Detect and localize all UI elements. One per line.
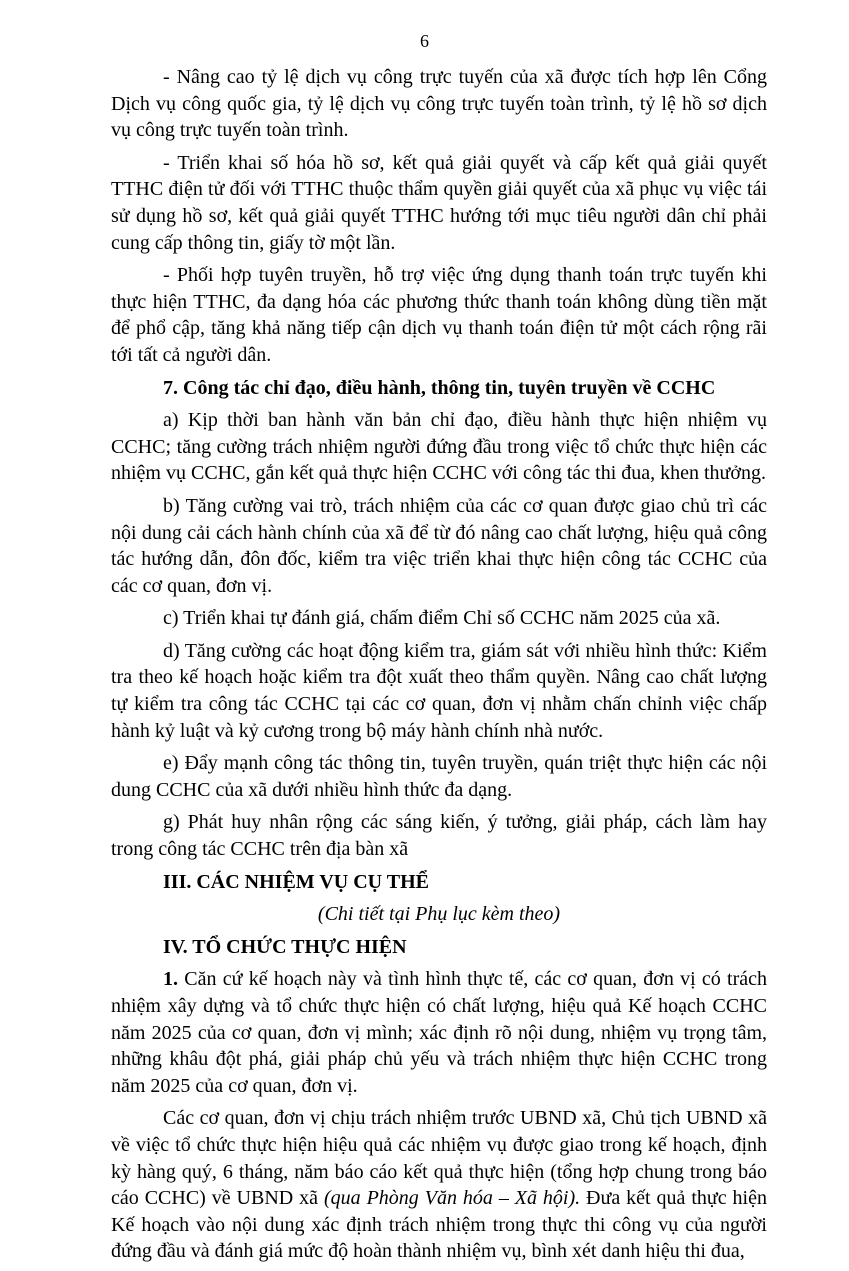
paragraph-implementation-1 [111, 966, 767, 1099]
section-heading-iv: IV. TỔ CHỨC THỰC HIỆN [163, 935, 407, 958]
paragraph-text-part2: Đưa kết quả thực hiện Kế hoạch vào nội dung xác định trách nhiệm trong thực thi công vụ của người đứng đầu và đánh giá mức độ hoàn thành nhiệm vụ, bình xét danh hiệu thi đua, [111, 1187, 767, 1263]
paragraph-text: Căn cứ kế hoạch này và tình hình thực tế, các cơ quan, đơn vị có trách nhiệm xây dựng và tổ chức thực hiện có chất lượng, hiệu quả Kế hoạch CCHC năm 2025 của cơ quan, đơn vị mình; xác định rõ nội dung, nhiệm vụ trọng tâm, những khâu đột phá, giải pháp chủ yếu và trách nhiệm thực hiện CCHC trong năm 2025 của cơ quan, đơn vị. [111, 968, 767, 1097]
paragraph-italic-note: (qua Phòng Văn hóa – Xã hội). [323, 1187, 581, 1210]
section-heading-7: 7. Công tác chỉ đạo, điều hành, thông tin, tuyên truyền về CCHC [163, 376, 716, 399]
paragraph-online-payment: - Phối hợp tuyên truyền, hỗ trợ việc ứng dụng thanh toán trực tuyến khi thực hiện TTHC, đa dạng hóa các phương thức thanh toán không dùng tiền mặt để phổ cập, tăng khả năng tiếp cận dịch vụ thanh toán điện tử một cách rộng rãi tới tất cả người dân. [111, 264, 767, 366]
paragraph-item-b: b) Tăng cường vai trò, trách nhiệm của các cơ quan được giao chủ trì các nội dung cải cách hành chính của xã để từ đó nâng cao chất lượng, hiệu quả công tác hướng dẫn, đôn đốc, kiểm tra việc triển khai thực hiện công tác CCHC của các cơ quan, đơn vị. [111, 494, 767, 597]
paragraph-item-d: d) Tăng cường các hoạt động kiểm tra, giám sát với nhiều hình thức: Kiểm tra theo kế hoạch hoặc kiểm tra đột xuất theo thẩm quyền. Nâng cao chất lượng tự kiểm tra công tác CCHC tại các cơ quan, đơn vị nhằm chấn chỉnh việc chấp hành kỷ luật và kỷ cương trong bộ máy hành chính nhà nước. [111, 639, 767, 742]
paragraph-text-part1: Các cơ quan, đơn vị chịu trách nhiệm trước UBND xã, Chủ tịch UBND xã về việc tổ chức thực hiện hiệu quả các nhiệm vụ được giao trong kế hoạch, định kỳ hàng quý, 6 tháng, năm báo cáo kết quả thực hiện (tổng hợp chung trong báo cáo CCHC) về UBND xã [111, 1107, 767, 1210]
section-heading-iii: III. CÁC NHIỆM VỤ CỤ THỂ [163, 870, 429, 893]
paragraph-digitization: - Triển khai số hóa hồ sơ, kết quả giải quyết và cấp kết quả giải quyết TTHC điện tử đối với TTHC thuộc thẩm quyền giải quyết của xã phục vụ việc tái sử dụng hồ sơ, kết quả giải quyết TTHC hướng tới mục tiêu người dân chỉ phải cung cấp thông tin, giấy tờ một lần. [111, 151, 767, 254]
document-body [111, 64, 767, 1271]
appendix-note: (Chi tiết tại Phụ lục kèm theo) [317, 903, 561, 926]
paragraph-responsibility [111, 1105, 767, 1265]
paragraph-item-c: c) Triển khai tự đánh giá, chấm điểm Chỉ số CCHC năm 2025 của xã. [163, 607, 721, 630]
paragraph-item-g: g) Phát huy nhân rộng các sáng kiến, ý tưởng, giải pháp, cách làm hay trong công tác CCHC trên địa bàn xã [111, 811, 767, 861]
paragraph-item-a: a) Kịp thời ban hành văn bản chỉ đạo, điều hành thực hiện nhiệm vụ CCHC; tăng cường trách nhiệm người đứng đầu trong việc tổ chức thực hiện các nhiệm vụ CCHC, gắn kết quả thực hiện CCHC với công tác thi đua, khen thưởng. [111, 409, 767, 485]
paragraph-online-services: - Nâng cao tỷ lệ dịch vụ công trực tuyến của xã được tích hợp lên Cổng Dịch vụ công quốc gia, tỷ lệ dịch vụ công trực tuyến toàn trình, tỷ lệ hồ sơ dịch vụ công trực tuyến toàn trình. [111, 66, 767, 142]
item-number: 1. [163, 968, 178, 991]
page-number: 6 [420, 31, 429, 51]
paragraph-item-e: e) Đẩy mạnh công tác thông tin, tuyên truyền, quán triệt thực hiện các nội dung CCHC của xã dưới nhiều hình thức đa dạng. [111, 752, 767, 801]
